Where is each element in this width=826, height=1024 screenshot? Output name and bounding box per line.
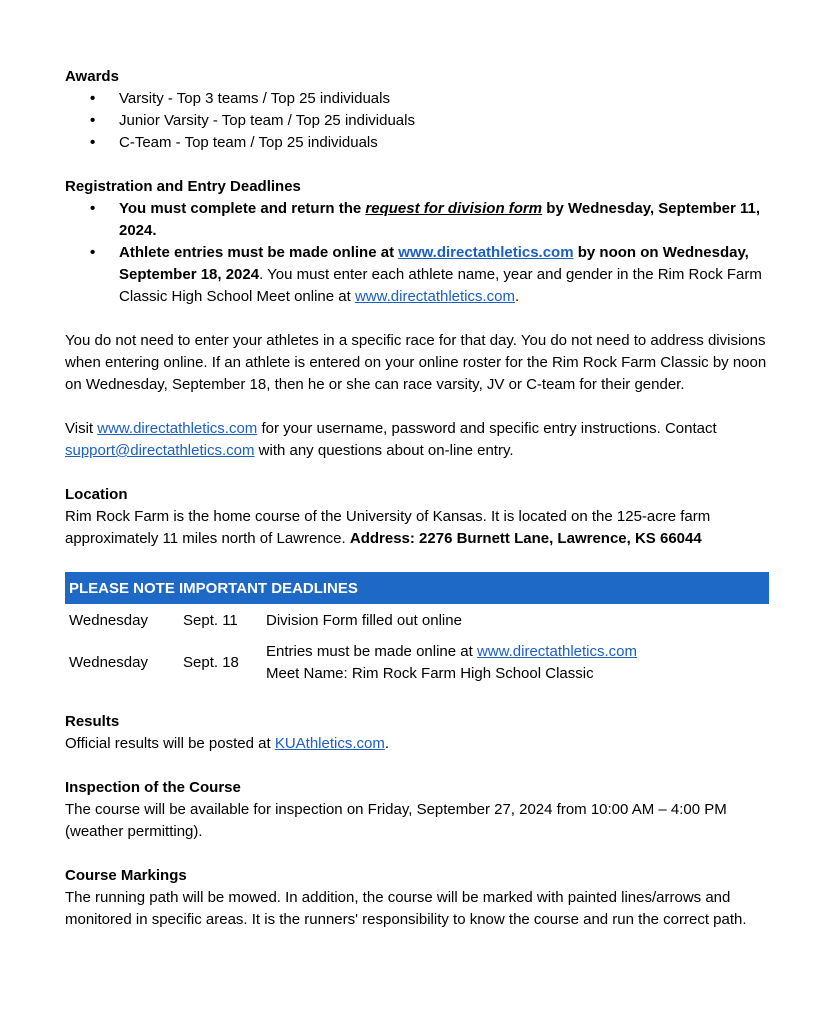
results-text xyxy=(65,733,770,755)
text: Entries must be made online at xyxy=(266,643,477,660)
registration-item-online-entries xyxy=(65,242,770,308)
inspection-text: The course will be available for inspection on Friday, September 27, 2024 from 10:00 AM – 4:00 PM (weather permitting). xyxy=(65,801,727,840)
awards-heading: Awards xyxy=(65,68,119,85)
markings-section xyxy=(65,865,770,931)
awards-item: • Varsity - Top 3 teams / Top 25 individuals xyxy=(65,88,770,110)
text: Official results will be posted at xyxy=(65,735,275,752)
directathletics-link[interactable]: www.directathletics.com xyxy=(97,420,258,437)
table-row xyxy=(65,604,770,637)
contact-paragraph xyxy=(65,418,770,462)
deadlines-grid xyxy=(65,604,770,689)
inspection-section xyxy=(65,777,770,843)
results-section xyxy=(65,711,770,755)
text: You must complete and return the xyxy=(119,200,366,217)
directathletics-link[interactable]: www.directathletics.com xyxy=(398,244,574,261)
deadline-date: Sept. 11 xyxy=(183,611,238,629)
division-paragraph: You do not need to enter your athletes in a specific race for that day. You do not need to address divisions when entering online. If an athlete is entered on your online roster for the Rim Rock Farm Classic by noon on Wednesday, September 18, then he or she can race varsity, JV or C-team for their gender. xyxy=(65,332,767,393)
kuathletics-link[interactable]: KUAthletics.com xyxy=(274,735,385,752)
deadlines-table xyxy=(65,572,770,689)
document-page xyxy=(65,66,770,931)
text: . You must enter each athlete name, year and gender in the Rim Rock Farm Classic High School Meet online at xyxy=(119,266,762,305)
text: . xyxy=(515,288,520,305)
registration-section xyxy=(65,176,770,308)
awards-list xyxy=(65,88,770,154)
deadline-desc: Division Form filled out online xyxy=(266,611,462,629)
location-text xyxy=(65,506,770,550)
awards-item: • Junior Varsity - Top team / Top 25 individuals xyxy=(65,110,770,132)
results-heading: Results xyxy=(65,713,120,730)
deadlines-header: PLEASE NOTE IMPORTANT DEADLINES xyxy=(65,572,769,604)
text: Athlete entries must be made online at xyxy=(119,244,399,261)
text: by Wednesday, September 11, 2024. xyxy=(119,200,760,239)
registration-item-division-form xyxy=(65,198,770,242)
deadline-date: Sept. 18 xyxy=(183,654,239,671)
text: Visit xyxy=(65,420,98,437)
awards-section xyxy=(65,66,770,154)
location-heading: Location xyxy=(65,486,128,503)
deadline-day: Wednesday xyxy=(69,611,148,629)
text: . xyxy=(384,735,390,752)
address: Address: 2276 Burnett Lane, Lawrence, KS 66044 xyxy=(349,530,702,547)
directathletics-link[interactable]: www.directathletics.com xyxy=(354,288,516,305)
registration-list xyxy=(65,198,770,308)
text: Rim Rock Farm is the home course of the University of Kansas. It is located on the 125-acre farm approximately 11 miles north of Lawrence. xyxy=(65,508,711,547)
awards-item: • C-Team - Top team / Top 25 individuals xyxy=(65,132,770,154)
support-email-link[interactable]: support@directathletics.com xyxy=(65,442,255,459)
directathletics-link[interactable]: www.directathletics.com xyxy=(476,643,638,660)
table-row xyxy=(65,637,770,689)
registration-heading: Registration and Entry Deadlines xyxy=(65,178,301,195)
text: with any questions about on-line entry. xyxy=(254,442,514,459)
markings-text: The running path will be mowed. In addition, the course will be marked with painted lines/arrows and monitored in specific areas. It is the runners' responsibility to know the course and run the correct path. xyxy=(65,889,747,928)
division-form-link[interactable]: request for division form xyxy=(365,200,543,217)
deadline-desc xyxy=(266,637,770,689)
text: by noon on Wednesday, September 18, 2024 xyxy=(119,244,749,283)
text: for your username, password and specific entry instructions. Contact xyxy=(257,420,717,437)
deadline-day: Wednesday xyxy=(69,654,148,671)
meet-name: Meet Name: Rim Rock Farm High School Classic xyxy=(266,665,594,682)
inspection-heading: Inspection of the Course xyxy=(65,779,241,796)
markings-heading: Course Markings xyxy=(65,867,187,884)
location-section xyxy=(65,484,770,550)
